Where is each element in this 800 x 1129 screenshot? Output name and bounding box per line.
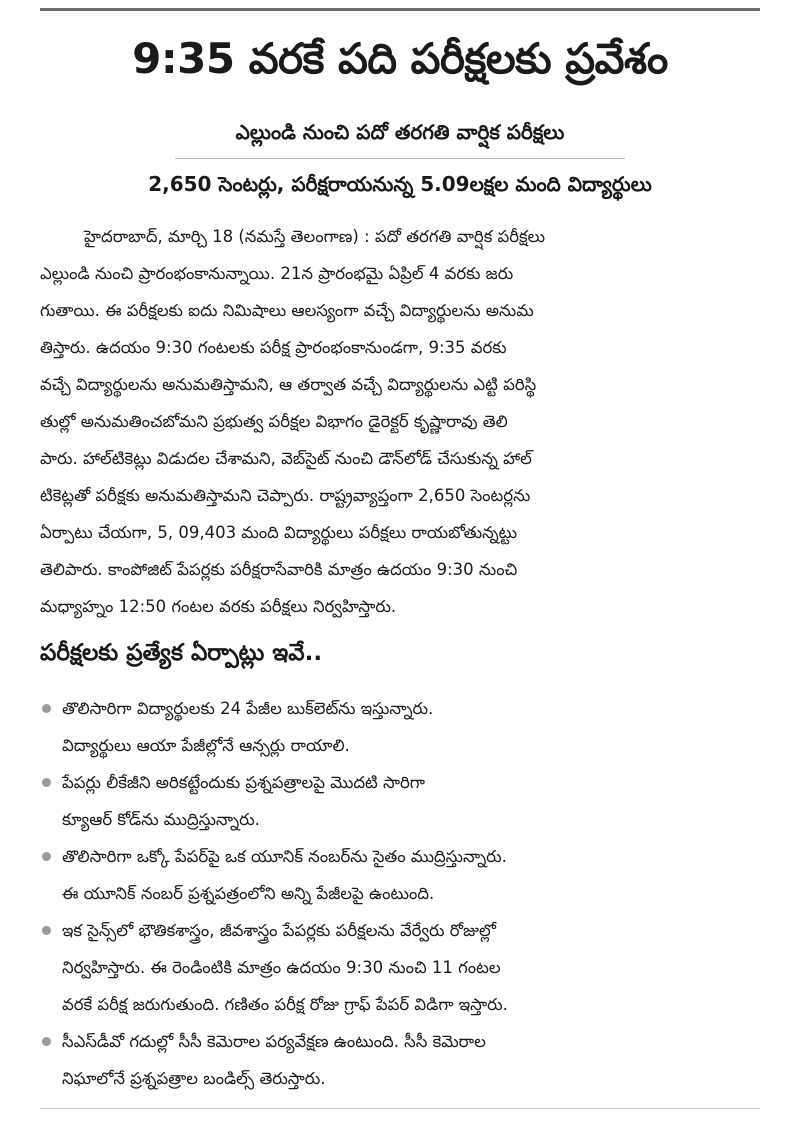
list-item: [40, 838, 762, 912]
bullet-line: ఈ యూనిక్ నంబర్ ప్రశ్నపత్రంలోని అన్ని పేజీలపై ఉంటుంది.: [62, 884, 435, 903]
bullet-line: నిఘాలోనే ప్రశ్నపత్రాల బండిల్స్ తెరుస్తారు.: [62, 1069, 326, 1088]
body-line: ఏర్పాటు చేయగా, 5, 09,403 మంది విద్యార్థులు పరీక్షలు రాయబోతున్నట్టు: [40, 523, 518, 542]
body-line: గుతాయి. ఈ పరీక్షలకు ఐదు నిమిషాలు ఆలస్యంగా వచ్చే విద్యార్థులను అనుమ: [40, 301, 534, 320]
article-body: [40, 218, 760, 625]
bullet-line: ఇక సైన్స్‌లో భౌతికశాస్త్రం, జీవశాస్త్రం పేపర్లకు పరీక్షలను వేర్వేరు రోజుల్లో: [62, 921, 496, 940]
body-line: తిస్తారు. ఉదయం 9:30 గంటలకు పరీక్ష ప్రారంభంకానుండగా, 9:35 వరకు: [40, 338, 507, 357]
bullet-line: క్యూఆర్ కోడ్‌ను ముద్రిస్తున్నారు.: [62, 810, 260, 829]
bottom-rule: [40, 1108, 760, 1109]
list-item: [40, 690, 762, 764]
body-line: తుల్లో అనుమతించబోమని ప్రభుత్వ పరీక్షల విభాగం డైరెక్టర్ కృష్ణారావు తెలి: [40, 412, 508, 431]
body-line: వచ్చే విద్యార్థులను అనుమతిస్తామని, ఆ తర్వాత వచ్చే విద్యార్థులను ఎట్టి పరిస్థి: [40, 375, 537, 394]
body-line: పారు. హాల్‌టికెట్లు విడుదల చేశామని, వెబ్‌సైట్ నుంచి డౌన్‌లోడ్ చేసుకున్న హాల్: [40, 449, 532, 468]
section-heading: పరీక్షలకు ప్రత్యేక ఏర్పాట్లు ఇవే..: [40, 640, 323, 666]
body-line: మధ్యాహ్నం 12:50 గంటల వరకు పరీక్షలు నిర్వహిస్తారు.: [40, 597, 397, 616]
bullet-icon: [42, 852, 51, 861]
bullet-icon: [42, 778, 51, 787]
body-line: టికెట్లతో పరీక్షకు అనుమతిస్తామని చెప్పారు. రాష్ట్రవ్యాప్తంగా 2,650 సెంటర్లను: [40, 486, 531, 505]
body-line: హైదరాబాద్, మార్చి 18 (నమస్తే తెలంగాణ) : పదో తరగతి వార్షిక పరీక్షలు: [84, 227, 546, 246]
arrangements-list: [40, 690, 762, 1097]
headline: 9:35 వరకే పది పరీక్షలకు ప్రవేశం: [132, 34, 668, 83]
list-item: [40, 1023, 762, 1097]
bullet-line: పేపర్లు లీకేజీని అరికట్టేందుకు ప్రశ్నపత్రాలపై మొదటి సారిగా: [62, 773, 426, 792]
subheading: ఎల్లుండి నుంచి పదో తరగతి వార్షిక పరీక్షలు: [235, 120, 565, 144]
list-item: [40, 912, 762, 1023]
bullet-line: తొలిసారిగా విద్యార్థులకు 24 పేజీల బుక్‌లెట్‌ను ఇస్తున్నారు.: [62, 699, 434, 718]
bullet-line: విద్యార్థులు ఆయా పేజీల్లోనే ఆన్సర్లు రాయాలి.: [62, 736, 350, 755]
bullet-line: తొలిసారిగా ఒక్కో పేపర్‌పై ఒక యూనిక్ నంబర్‌ను సైతం ముద్రిస్తున్నారు.: [62, 847, 507, 866]
bullet-icon: [42, 926, 51, 935]
deck: 2,650 సెంటర్లు, పరీక్షరాయనున్న 5.09లక్షల మంది విద్యార్థులు: [148, 172, 652, 196]
subheading-rule: [175, 158, 625, 159]
body-line: తెలిపారు. కాంపోజిట్ పేపర్లకు పరీక్షరాసేవారికి మాత్రం ఉదయం 9:30 నుంచి: [40, 560, 518, 579]
bullet-icon: [42, 1037, 51, 1046]
bullet-line: నిర్వహిస్తారు. ఈ రెండింటికి మాత్రం ఉదయం 9:30 నుంచి 11 గంటల: [62, 958, 501, 977]
list-item: [40, 764, 762, 838]
bullet-line: వరకే పరీక్ష జరుగుతుంది. గణితం పరీక్ష రోజు గ్రాఫ్ పేపర్ విడిగా ఇస్తారు.: [62, 995, 508, 1014]
top-rule: [40, 8, 760, 11]
bullet-line: సీఎస్‌డీవో గదుల్లో సీసీ కెమెరాల పర్యవేక్షణ ఉంటుంది. సీసీ కెమెరాల: [62, 1032, 486, 1051]
body-line: ఎల్లుండి నుంచి ప్రారంభంకానున్నాయి. 21న ప్రారంభమై ఏప్రిల్ 4 వరకు జరు: [40, 264, 514, 283]
bullet-icon: [42, 704, 51, 713]
